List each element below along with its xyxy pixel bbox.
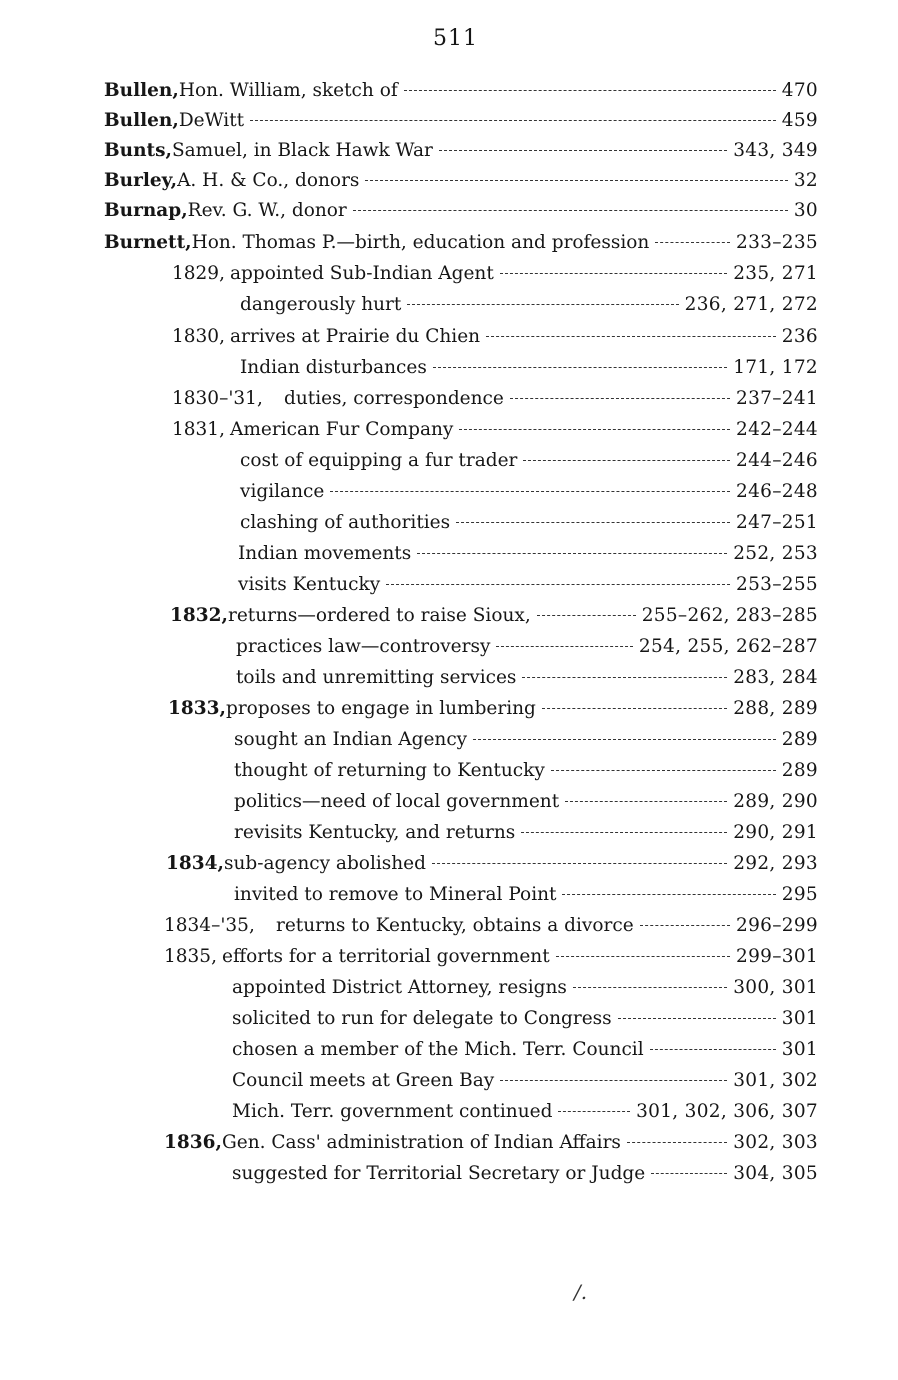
entry-pages: 244–246	[736, 450, 818, 471]
entry-pages: 292, 293	[733, 853, 818, 874]
dot-leader	[521, 832, 727, 833]
entry-pages: 246–248	[736, 481, 818, 502]
dot-leader	[353, 210, 788, 211]
index-entry	[234, 884, 818, 914]
index-entry	[104, 110, 818, 140]
entry-pages: 296–299	[736, 915, 818, 936]
entry-text: Indian disturbances	[240, 357, 427, 378]
index-entry	[234, 729, 818, 759]
dot-leader	[627, 1142, 727, 1143]
dot-leader	[433, 367, 727, 368]
index-entry	[238, 543, 818, 573]
entry-pages: 302, 303	[733, 1132, 818, 1153]
index-entry	[170, 605, 818, 635]
index-entry	[172, 263, 818, 293]
index-entry	[104, 140, 818, 170]
entry-text: solicited to run for delegate to Congress	[232, 1008, 612, 1029]
index-entry	[232, 1163, 818, 1193]
entry-text: Indian movements	[238, 543, 412, 564]
dot-leader	[432, 863, 727, 864]
index-entry	[166, 853, 818, 883]
index-entry	[236, 667, 818, 697]
dot-leader	[500, 273, 727, 274]
dot-leader	[404, 90, 776, 91]
entry-pages: 290, 291	[733, 822, 818, 843]
entry-text: Rev. G. W., donor	[187, 200, 347, 221]
dot-leader	[573, 987, 727, 988]
index-entry	[240, 357, 818, 387]
entry-text: dangerously hurt	[240, 294, 402, 315]
entry-heading: Bunts,	[104, 140, 172, 161]
entry-text: thought of returning to Kentucky	[234, 760, 545, 781]
entry-text: Hon. William, sketch of	[178, 80, 398, 101]
index-entry	[234, 791, 818, 821]
entry-pages: 288, 289	[733, 698, 818, 719]
entry-pages: 283, 284	[733, 667, 818, 688]
entry-text: A. H. & Co., donors	[177, 170, 360, 191]
entry-pages: 236	[781, 326, 818, 347]
dot-leader	[651, 1173, 727, 1174]
entry-pages: 233–235	[736, 232, 818, 253]
dot-leader	[522, 677, 727, 678]
entry-text: revisits Kentucky, and returns	[234, 822, 516, 843]
entry-year: 1835,	[164, 946, 217, 967]
entry-text: invited to remove to Mineral Point	[234, 884, 557, 905]
index-entry	[238, 574, 818, 604]
index-entry	[240, 481, 818, 511]
entry-pages: 301	[781, 1039, 818, 1060]
entry-pages: 255–262, 283–285	[641, 605, 818, 626]
entry-pages: 235, 271	[733, 263, 818, 284]
index-entry	[240, 294, 818, 324]
entry-pages: 289	[781, 760, 818, 781]
index-entry	[104, 80, 818, 110]
entry-text: vigilance	[240, 481, 325, 502]
dot-leader	[500, 1080, 727, 1081]
entry-text: sub-agency abolished	[224, 853, 426, 874]
entry-year: 1833,	[168, 698, 226, 719]
entry-text: appointed District Attorney, resigns	[232, 977, 567, 998]
entry-year: 1836,	[164, 1132, 222, 1153]
entry-text: Gen. Cass' administration of Indian Affairs	[222, 1132, 621, 1153]
dot-leader	[655, 242, 730, 243]
entry-text: Samuel, in Black Hawk War	[171, 140, 433, 161]
dot-leader	[565, 801, 727, 802]
entry-text: DeWitt	[178, 110, 245, 131]
index-entry	[236, 636, 818, 666]
entry-pages: 254, 255, 262–287	[638, 636, 818, 657]
index-entry	[232, 1039, 818, 1069]
index-entry	[164, 1132, 818, 1162]
index-entry	[232, 1070, 818, 1100]
index-entry	[104, 232, 818, 262]
entry-heading: Bullen,	[104, 80, 179, 101]
index-entry	[234, 760, 818, 790]
dot-leader	[250, 120, 776, 121]
entry-text: visits Kentucky	[238, 574, 381, 595]
entry-pages: 236, 271, 272	[684, 294, 818, 315]
entry-pages: 301, 302, 306, 307	[636, 1101, 818, 1122]
dot-leader	[618, 1018, 776, 1019]
entry-text: proposes to engage in lumbering	[226, 698, 536, 719]
entry-pages: 301	[781, 1008, 818, 1029]
dot-leader	[417, 553, 727, 554]
entry-text: American Fur Company	[230, 419, 454, 440]
entry-text: sought an Indian Agency	[234, 729, 468, 750]
index-entry	[104, 200, 818, 230]
entry-pages: 32	[793, 170, 818, 191]
entry-year: 1830–'31,	[172, 388, 263, 409]
entry-text: appointed Sub-Indian Agent	[230, 263, 494, 284]
index-entry	[240, 512, 818, 542]
index-entry	[104, 170, 818, 200]
entry-pages: 242–244	[736, 419, 818, 440]
entry-pages: 253–255	[736, 574, 818, 595]
entry-pages: 171, 172	[733, 357, 818, 378]
entry-year: 1832,	[170, 605, 228, 626]
index-entry	[172, 388, 818, 418]
entry-text: returns to Kentucky, obtains a divorce	[276, 915, 634, 936]
entry-heading: Bullen,	[104, 110, 179, 131]
entry-year: 1830,	[172, 326, 225, 347]
entry-text: chosen a member of the Mich. Terr. Council	[232, 1039, 644, 1060]
dot-leader	[459, 429, 730, 430]
index-entry	[232, 1101, 818, 1131]
dot-leader	[542, 708, 727, 709]
dot-leader	[330, 491, 730, 492]
entry-year: 1834–'35,	[164, 915, 255, 936]
dot-leader	[556, 956, 730, 957]
entry-heading: Burnett,	[104, 232, 192, 253]
entry-pages: 299–301	[736, 946, 818, 967]
entry-pages: 470	[781, 80, 818, 101]
entry-text: Mich. Terr. government continued	[232, 1101, 553, 1122]
entry-text: returns—ordered to raise Sioux,	[228, 605, 531, 626]
entry-pages: 289, 290	[733, 791, 818, 812]
dot-leader	[537, 615, 636, 616]
entry-pages: 343, 349	[733, 140, 818, 161]
entry-text: toils and unremitting services	[236, 667, 517, 688]
entry-text: efforts for a territorial government	[222, 946, 550, 967]
dot-leader	[456, 522, 730, 523]
entry-text: suggested for Territorial Secretary or Judge	[232, 1163, 646, 1184]
dot-leader	[510, 398, 730, 399]
entry-pages: 30	[793, 200, 818, 221]
index-entry	[172, 326, 818, 356]
entry-pages: 459	[781, 110, 818, 131]
dot-leader	[439, 150, 727, 151]
dot-leader	[386, 584, 730, 585]
index-entry	[234, 822, 818, 852]
index-entry	[164, 946, 818, 976]
dot-leader	[496, 646, 632, 647]
entry-pages: 252, 253	[733, 543, 818, 564]
index-entry	[164, 915, 818, 945]
page-number: 511	[433, 26, 478, 51]
entry-heading: Burley,	[104, 170, 178, 191]
index-entry	[232, 1008, 818, 1038]
entry-year: 1834,	[166, 853, 224, 874]
entry-text: duties, correspondence	[284, 388, 504, 409]
entry-pages: 237–241	[736, 388, 818, 409]
entry-heading: Burnap,	[104, 200, 188, 221]
dot-leader	[473, 739, 776, 740]
entry-text: clashing of authorities	[240, 512, 451, 533]
entry-pages: 301, 302	[733, 1070, 818, 1091]
entry-text: politics—need of local government	[234, 791, 560, 812]
dot-leader	[523, 460, 730, 461]
index-entry	[168, 698, 818, 728]
dot-leader	[551, 770, 776, 771]
dot-leader	[365, 180, 787, 181]
entry-text: practices law—controversy	[236, 636, 491, 657]
index-entry	[232, 977, 818, 1007]
index-entry	[240, 450, 818, 480]
entry-year: 1831,	[172, 419, 225, 440]
entry-text: Council meets at Green Bay	[232, 1070, 495, 1091]
footer-mark: /.	[574, 1280, 588, 1304]
entry-year: 1829,	[172, 263, 225, 284]
dot-leader	[486, 336, 776, 337]
dot-leader	[407, 304, 678, 305]
dot-leader	[558, 1111, 630, 1112]
entry-text: cost of equipping a fur trader	[240, 450, 518, 471]
index-entry	[172, 419, 818, 449]
entry-pages: 295	[781, 884, 818, 905]
entry-pages: 247–251	[736, 512, 818, 533]
entry-pages: 300, 301	[733, 977, 818, 998]
entry-pages: 289	[781, 729, 818, 750]
entry-pages: 304, 305	[733, 1163, 818, 1184]
dot-leader	[650, 1049, 776, 1050]
dot-leader	[640, 925, 730, 926]
entry-text: arrives at Prairie du Chien	[230, 326, 481, 347]
entry-text: Hon. Thomas P.—birth, education and profession	[191, 232, 650, 253]
dot-leader	[562, 894, 775, 895]
